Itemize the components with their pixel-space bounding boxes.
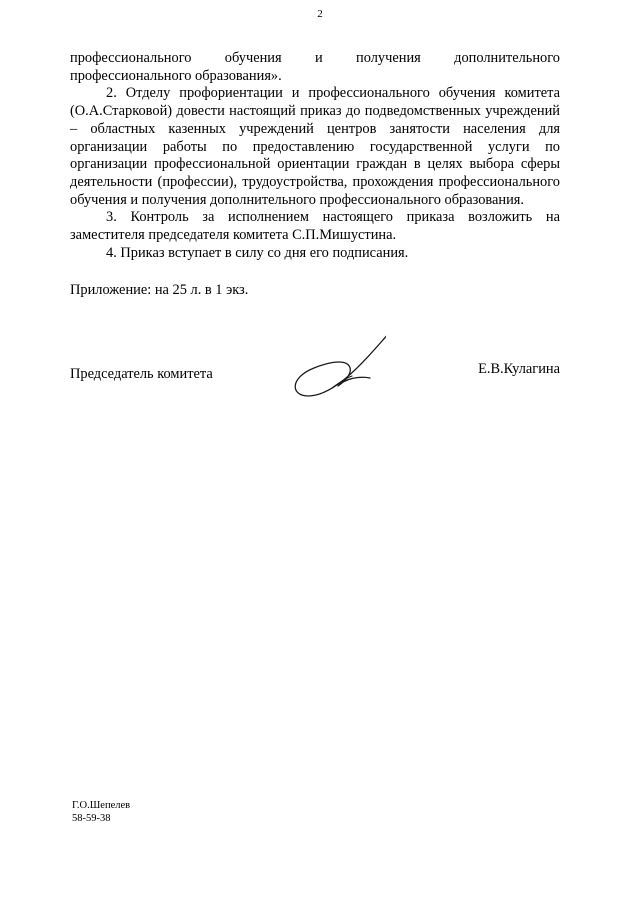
attachment-line: Приложение: на 25 л. в 1 экз. bbox=[70, 282, 249, 299]
executor-name: Г.О.Шепелев bbox=[72, 800, 131, 811]
paragraph-2: 2. Отделу профориентации и профессионального обучения комитета (О.А.Старковой) довести настоящий приказ до подведомственных учреждений – областных казенных учреждений центров занятости населения для организации работы по предоставлению государственной услуги по организации профессиональной ориентации граждан в целях выбора сферы деятельности (профессии), трудоустройства, прохождения профессионального обучения и получения дополнительного профессионального образования. bbox=[70, 85, 560, 208]
signer-name: Е.В.Кулагина bbox=[478, 361, 560, 377]
paragraph-1-continuation: профессионального обучения и получения дополнительного профессионального образования». bbox=[70, 50, 560, 84]
spacer bbox=[70, 262, 560, 282]
executor-footer bbox=[72, 799, 130, 825]
page-number: 2 bbox=[317, 8, 323, 20]
executor-phone: 58-59-38 bbox=[72, 813, 111, 824]
signer-title: Председатель комитета bbox=[70, 366, 213, 382]
document-body bbox=[70, 50, 560, 300]
paragraph-3: 3. Контроль за исполнением настоящего приказа возложить на заместителя председателя комитета С.П.Мишустина. bbox=[70, 209, 560, 244]
paragraph-4: 4. Приказ вступает в силу со дня его подписания. bbox=[106, 244, 409, 261]
signature-block bbox=[70, 356, 560, 396]
handwritten-signature bbox=[286, 316, 386, 406]
